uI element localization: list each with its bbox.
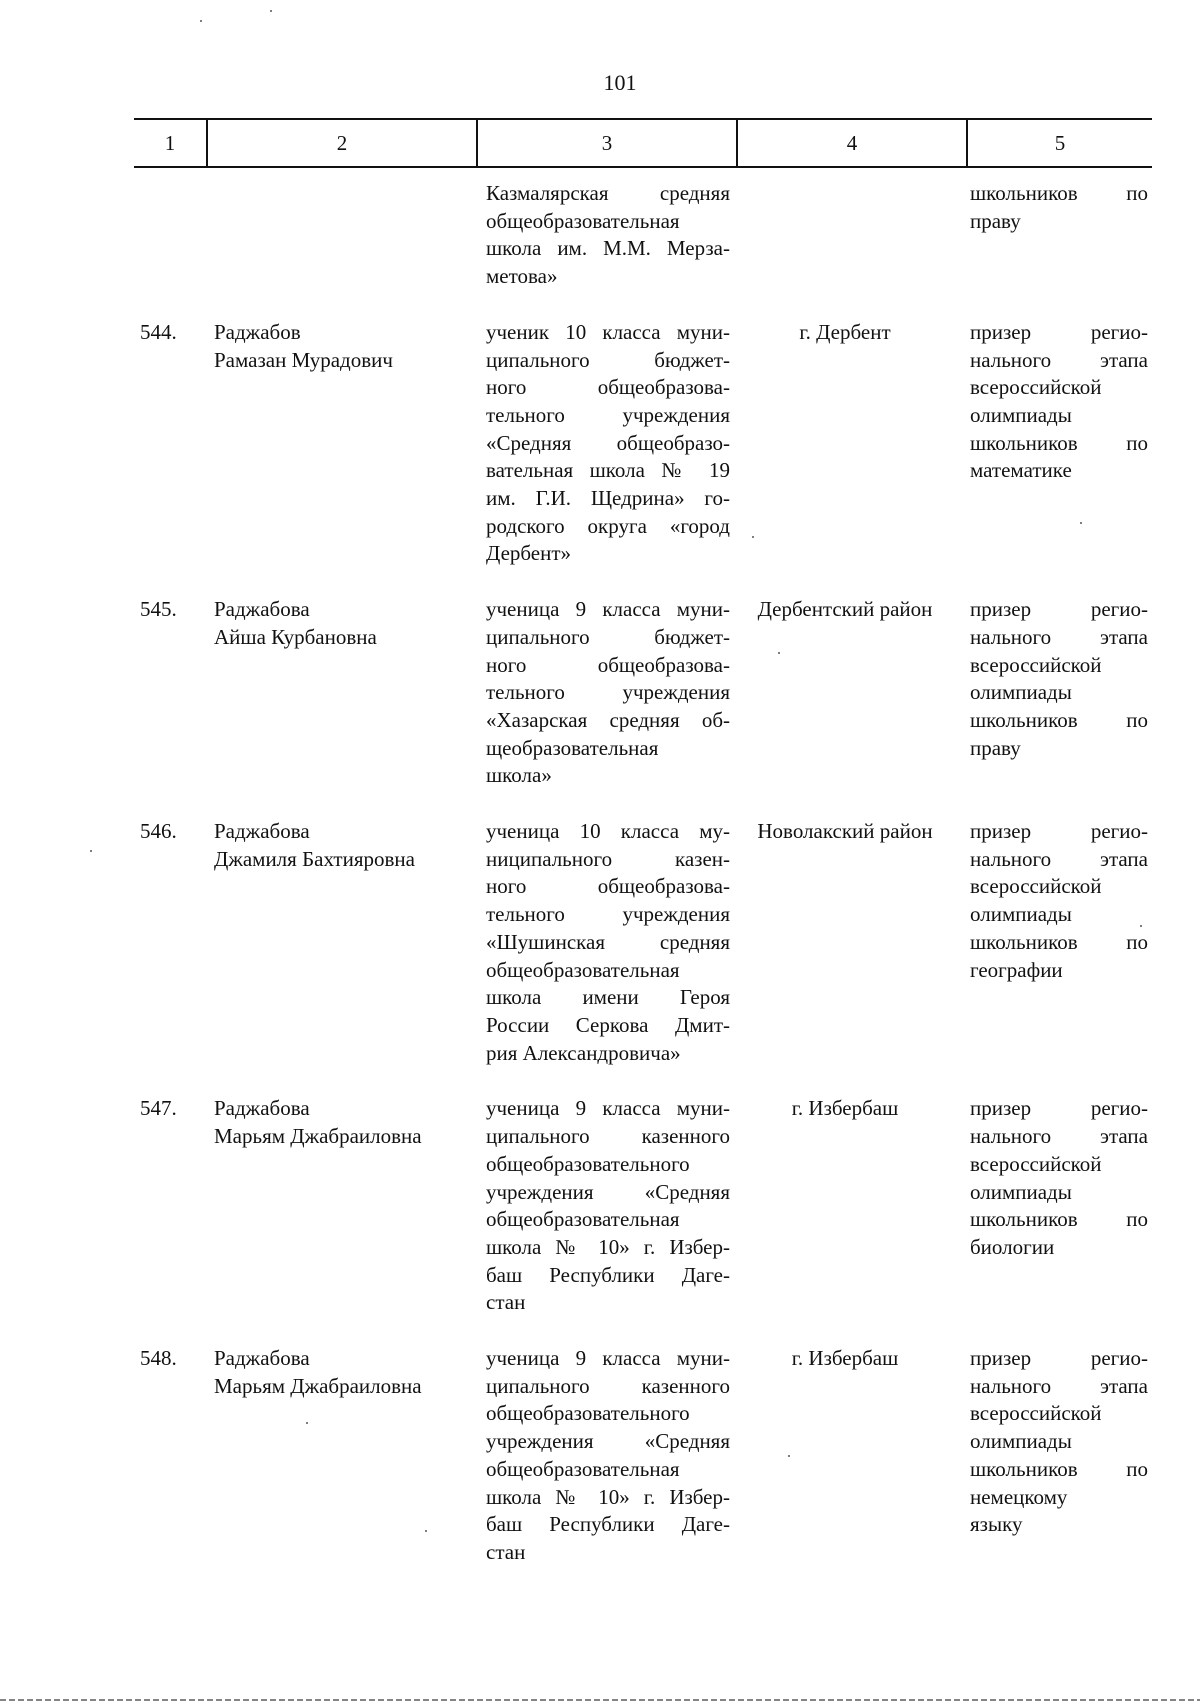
school-info-line: школа № 10» г. Избер- xyxy=(486,1234,730,1259)
table-row xyxy=(134,319,1152,568)
school-info-line: ного общеобразова- xyxy=(486,652,730,677)
school-info xyxy=(486,319,730,568)
olympiad-result-line: призер регио- xyxy=(970,597,1148,622)
school-info-line: ученица 10 класса му- xyxy=(486,819,730,844)
participant-name-line: Джамиля Бахтияровна xyxy=(214,846,415,871)
school-info-line: тельного учреждения xyxy=(486,902,730,927)
school-info xyxy=(486,818,730,1067)
scan-speck xyxy=(90,850,92,852)
olympiad-result xyxy=(970,596,1148,790)
olympiad-result-line: математике xyxy=(970,458,1072,483)
olympiad-result-line: призер регио- xyxy=(970,1346,1148,1371)
school-info-line: «Хазарская средняя об- xyxy=(486,707,730,732)
participant-name-line: Айша Курбановна xyxy=(214,624,377,649)
olympiad-result-line: олимпиады xyxy=(970,680,1072,705)
school-info-line: ученица 9 класса муни- xyxy=(486,1096,730,1121)
table-row xyxy=(134,818,1152,1067)
school-info-line: рия Александровича» xyxy=(486,1040,681,1065)
scan-speck xyxy=(270,10,272,12)
location: г. Избербаш xyxy=(791,1096,899,1121)
header-col-1: 1 xyxy=(164,131,176,155)
olympiad-result xyxy=(970,180,1148,291)
participant-name-line: Раджабова xyxy=(214,597,310,622)
school-info-line: общеобразовательного xyxy=(486,1151,690,1176)
participant-name-line: Раджабова xyxy=(214,819,310,844)
school-info-line: ного общеобразова- xyxy=(486,874,730,899)
school-info-line: стан xyxy=(486,1290,526,1315)
olympiad-result-line: призер регио- xyxy=(970,819,1148,844)
school-info-line: тельного учреждения xyxy=(486,680,730,705)
participant-name-line: Раджабов xyxy=(214,319,301,344)
school-info-line: ного общеобразова- xyxy=(486,375,730,400)
scan-edge xyxy=(0,1699,1200,1701)
olympiad-result-line: нального этапа xyxy=(970,846,1148,871)
olympiad-result-line: олимпиады xyxy=(970,1179,1072,1204)
olympiad-result-line: призер регио- xyxy=(970,319,1148,344)
olympiad-result-line: немецкому xyxy=(970,1484,1068,1509)
school-info-line: баш Республики Даге- xyxy=(486,1512,730,1537)
olympiad-result-line: всероссийской xyxy=(970,874,1102,899)
school-info-line: щеобразовательная xyxy=(486,735,659,760)
olympiad-result-line: школьников по xyxy=(970,929,1148,954)
participant-name xyxy=(206,1345,476,1567)
school-info-line: общеобразовательная xyxy=(486,957,680,982)
header-col-4: 4 xyxy=(736,120,966,166)
header-col-3: 3 xyxy=(476,120,736,166)
olympiad-result-line: нального этапа xyxy=(970,624,1148,649)
olympiad-result-line: всероссийской xyxy=(970,1151,1102,1176)
row-number: 545. xyxy=(140,597,177,622)
school-info-line: ниципального казен- xyxy=(486,846,730,871)
school-info-line: ципального казенного xyxy=(486,1373,730,1398)
olympiad-result-line: олимпиады xyxy=(970,1429,1072,1454)
school-info-line: школа № 10» г. Избер- xyxy=(486,1484,730,1509)
participant-name-line: Рамазан Мурадович xyxy=(214,347,393,372)
school-info-line: баш Республики Даге- xyxy=(486,1262,730,1287)
header-col-5: 5 xyxy=(966,120,1152,166)
participant-name-line: Раджабова xyxy=(214,1096,310,1121)
olympiad-result-line: биологии xyxy=(970,1234,1055,1259)
olympiad-result-line: школьников по xyxy=(970,707,1148,732)
school-info-line: общеобразовательная xyxy=(486,208,680,233)
school-info-line: метова» xyxy=(486,264,558,289)
school-info-line: родского округа «город xyxy=(486,513,730,538)
table-header xyxy=(134,118,1152,168)
school-info xyxy=(486,596,730,790)
location xyxy=(736,180,954,291)
school-info-line: общеобразовательная xyxy=(486,1207,680,1232)
scan-speck xyxy=(425,1530,427,1532)
school-info-line: тельного учреждения xyxy=(486,402,730,427)
participant-name-line: Марьям Джабраиловна xyxy=(214,1124,422,1149)
participant-name xyxy=(206,319,476,568)
olympiad-result-line: школьников по xyxy=(970,430,1148,455)
scan-speck xyxy=(200,20,202,22)
location: Новолакский район xyxy=(757,819,933,844)
olympiad-result-line: праву xyxy=(970,735,1021,760)
row-number: 546. xyxy=(140,819,177,844)
olympiad-result-line: нального этапа xyxy=(970,1124,1148,1149)
scan-speck xyxy=(1080,522,1082,524)
olympiad-result-line: праву xyxy=(970,208,1021,233)
school-info-line: России Серкова Дмит- xyxy=(486,1012,730,1037)
olympiad-result xyxy=(970,818,1148,1067)
participant-name xyxy=(206,818,476,1067)
row-number: 544. xyxy=(140,319,177,344)
olympiad-result-line: всероссийской xyxy=(970,375,1102,400)
location: г. Дербент xyxy=(799,319,891,344)
participant-name xyxy=(206,180,476,291)
olympiad-result-line: школьников по xyxy=(970,1207,1148,1232)
school-info-line: школа им. М.М. Мерза- xyxy=(486,236,730,261)
scan-speck xyxy=(752,536,754,538)
school-info-line: «Средняя общеобразо- xyxy=(486,430,730,455)
row-number: 547. xyxy=(140,1096,177,1121)
olympiad-result-line: призер регио- xyxy=(970,1096,1148,1121)
olympiad-result-line: языку xyxy=(970,1512,1023,1537)
school-info-line: стан xyxy=(486,1539,526,1564)
school-info-line: «Шушинская средняя xyxy=(486,929,730,954)
school-info-line: ципального бюджет- xyxy=(486,624,730,649)
olympiad-result-line: школьников по xyxy=(970,1456,1148,1481)
school-info-line: ципального бюджет- xyxy=(486,347,730,372)
school-info-line: учреждения «Средняя xyxy=(486,1429,730,1454)
school-info-line: Казмалярская средняя xyxy=(486,181,730,205)
olympiad-result-line: нального этапа xyxy=(970,1373,1148,1398)
school-info-line: Дербент» xyxy=(486,541,572,566)
table-row xyxy=(134,1095,1152,1317)
scan-speck xyxy=(788,1455,790,1457)
scan-speck xyxy=(306,1422,308,1424)
school-info xyxy=(486,1095,730,1317)
school-info-line: им. Г.И. Щедрина» го- xyxy=(486,486,730,511)
school-info-line: ученица 9 класса муни- xyxy=(486,1346,730,1371)
school-info xyxy=(486,180,730,291)
school-info-line: школа имени Героя xyxy=(486,985,730,1010)
participant-name-line: Марьям Джабраиловна xyxy=(214,1373,422,1398)
scan-speck xyxy=(778,652,780,654)
olympiad-result xyxy=(970,319,1148,568)
olympiad-result-line: всероссийской xyxy=(970,652,1102,677)
table-row xyxy=(134,596,1152,790)
olympiad-result-line: всероссийской xyxy=(970,1401,1102,1426)
location: г. Избербаш xyxy=(791,1346,899,1371)
participant-name xyxy=(206,596,476,790)
school-info-line: учреждения «Средняя xyxy=(486,1179,730,1204)
row-number xyxy=(134,180,206,291)
page-number: 101 xyxy=(603,70,637,95)
location: Дербентский район xyxy=(757,597,933,622)
school-info-line: школа» xyxy=(486,763,552,788)
scan-speck xyxy=(1140,925,1142,927)
school-info xyxy=(486,1345,730,1567)
olympiad-result xyxy=(970,1095,1148,1317)
school-info-line: вательная школа № 19 xyxy=(486,458,730,483)
header-col-2: 2 xyxy=(206,120,476,166)
row-number: 548. xyxy=(140,1346,177,1371)
participant-name-line: Раджабова xyxy=(214,1346,310,1371)
table-row xyxy=(134,180,1152,291)
school-info-line: ученица 9 класса муни- xyxy=(486,597,730,622)
olympiad-result-line: олимпиады xyxy=(970,402,1072,427)
participant-name xyxy=(206,1095,476,1317)
school-info-line: общеобразовательного xyxy=(486,1401,690,1426)
olympiad-result-line: нального этапа xyxy=(970,347,1148,372)
table-row xyxy=(134,1345,1152,1567)
school-info-line: общеобразовательная xyxy=(486,1456,680,1481)
olympiad-result-line: географии xyxy=(970,957,1063,982)
school-info-line: ципального казенного xyxy=(486,1124,730,1149)
school-info-line: ученик 10 класса муни- xyxy=(486,319,730,344)
olympiad-result-line: олимпиады xyxy=(970,902,1072,927)
olympiad-result-line: школьников по xyxy=(970,181,1148,205)
olympiad-result xyxy=(970,1345,1148,1567)
table-body xyxy=(134,180,1152,1567)
